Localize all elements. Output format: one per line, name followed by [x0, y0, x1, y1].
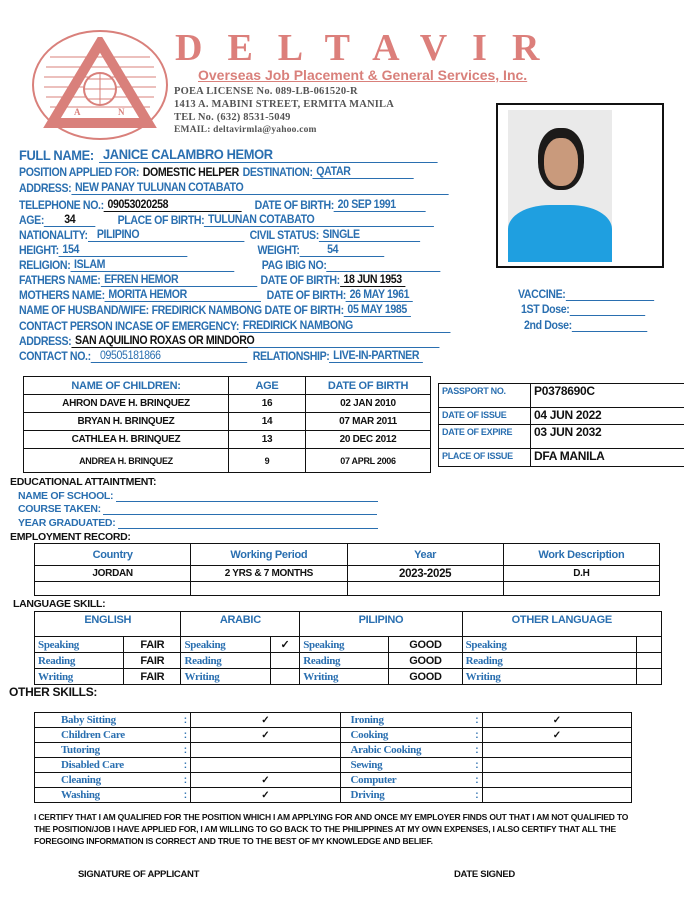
spouse-dob-value: 05 MAY 1985	[344, 304, 411, 317]
colon-separator: :	[472, 728, 482, 743]
agency-logo	[32, 30, 168, 140]
child-name: AHRON DAVE H. BRINQUEZ	[24, 395, 229, 413]
table-row	[439, 425, 684, 449]
mother-value: MORITA HEMOR	[105, 289, 261, 302]
vaccine-line	[565, 300, 653, 301]
skill-check	[482, 743, 632, 758]
passport-value: DFA MANILA	[531, 449, 684, 467]
table-row	[24, 395, 431, 413]
colon-separator: :	[472, 788, 482, 803]
svg-text:A: A	[74, 107, 81, 117]
passport-label: DATE OF EXPIRE	[439, 425, 531, 449]
language-table	[34, 611, 662, 685]
skill-level	[636, 653, 661, 669]
school-label: NAME OF SCHOOL:	[18, 490, 114, 502]
passport-value: 03 JUN 2032	[531, 425, 684, 449]
column-header: AGE	[229, 377, 306, 395]
father-value: EFREN HEMOR	[100, 274, 256, 287]
pagibig-label: PAG IBIG NO:	[261, 260, 327, 272]
colon-separator: :	[181, 728, 191, 743]
employment-cell: JORDAN	[35, 566, 191, 582]
skill-check: ✓	[191, 773, 341, 788]
table-header	[24, 377, 431, 395]
father-label: FATHERS NAME:	[19, 275, 101, 287]
skill-label: Writing	[181, 669, 270, 685]
skill-check	[191, 743, 341, 758]
course-line	[103, 505, 377, 515]
skill-check: ✓	[191, 728, 341, 743]
table-row	[439, 384, 684, 408]
dose2-label: 2nd Dose:	[524, 320, 572, 332]
agency-address: 1413 A. MABINI STREET, ERMITA MANILA	[174, 99, 395, 110]
table-row	[35, 758, 632, 773]
column-header: DATE OF BIRTH	[306, 377, 431, 395]
destination-value: QATAR	[313, 166, 414, 179]
dose1-line	[569, 315, 644, 316]
skill-name: Arabic Cooking	[340, 743, 472, 758]
contact-value: 09505181866	[91, 350, 247, 363]
mother-dob-label: DATE OF BIRTH:	[266, 290, 346, 302]
skill-label: Writing	[35, 669, 124, 685]
column-header: Working Period	[191, 544, 347, 566]
table-row	[439, 449, 684, 467]
full-name-label: FULL NAME:	[19, 147, 94, 163]
skill-level: ✓	[270, 637, 300, 653]
employment-title: EMPLOYMENT RECORD:	[10, 531, 131, 543]
pob-value: TULUNAN COTABATO	[204, 214, 434, 227]
skill-check: ✓	[191, 788, 341, 803]
skill-label: Reading	[181, 653, 270, 669]
skill-label: Speaking	[35, 637, 124, 653]
logo-emblem-icon	[40, 37, 160, 133]
brand-name: DELTAVIR	[175, 27, 565, 69]
employment-table	[34, 543, 660, 596]
skill-check: ✓	[191, 713, 341, 728]
skill-level	[636, 669, 661, 685]
address-label: ADDRESS:	[19, 183, 72, 195]
table-header	[35, 544, 660, 566]
skill-name: Computer	[340, 773, 472, 788]
position-value: DOMESTIC HELPER	[142, 167, 239, 179]
signature-label: SIGNATURE OF APPLICANT	[78, 869, 200, 880]
relationship-value: LIVE-IN-PARTNER	[329, 350, 422, 363]
mother-label: MOTHERS NAME:	[19, 290, 105, 302]
skill-name: Cleaning	[35, 773, 181, 788]
weight-value: 54	[300, 244, 385, 257]
table-row	[24, 449, 431, 473]
child-age: 9	[229, 449, 306, 473]
civil-status-label: CIVIL STATUS:	[249, 230, 319, 242]
employment-cell	[35, 582, 191, 596]
pob-label: PLACE OF BIRTH:	[117, 215, 205, 227]
skill-label: Reading	[300, 653, 389, 669]
child-age: 14	[229, 413, 306, 431]
skill-level: FAIR	[124, 669, 181, 685]
employment-cell	[191, 582, 347, 596]
child-name: BRYAN H. BRINQUEZ	[24, 413, 229, 431]
table-row	[35, 788, 632, 803]
passport-label: DATE OF ISSUE	[439, 408, 531, 425]
father-dob-value: 18 JUN 1953	[340, 274, 406, 287]
nationality-value: PILIPINO	[88, 229, 244, 242]
colon-separator: :	[181, 788, 191, 803]
age-value: 34	[44, 214, 96, 227]
pagibig-value	[326, 271, 440, 272]
height-label: HEIGHT:	[19, 245, 59, 257]
height-value: 154	[59, 244, 188, 257]
skill-level	[636, 637, 661, 653]
skill-check	[482, 788, 632, 803]
dose1-label: 1ST Dose:	[521, 304, 570, 316]
column-header: Country	[35, 544, 191, 566]
table-row	[35, 669, 662, 685]
passport-value: P0378690C	[531, 384, 684, 408]
skill-level: GOOD	[389, 637, 462, 653]
skill-name: Washing	[35, 788, 181, 803]
table-row	[35, 653, 662, 669]
tagline: Overseas Job Placement & General Services, Inc.	[198, 67, 528, 83]
skill-name: Cooking	[340, 728, 472, 743]
table-row	[35, 743, 632, 758]
dob-value: 20 SEP 1991	[334, 199, 426, 212]
skills-table	[34, 712, 632, 803]
column-header: NAME OF CHILDREN:	[24, 377, 229, 395]
language-header: ARABIC	[181, 612, 300, 637]
child-age: 16	[229, 395, 306, 413]
license: POEA LICENSE No. 089-LB-061520-R	[174, 86, 358, 97]
spouse-dob-label: DATE OF BIRTH:	[264, 305, 344, 317]
table-row	[35, 637, 662, 653]
skill-label: Speaking	[300, 637, 389, 653]
skill-level: FAIR	[124, 653, 181, 669]
agency-tel: TEL No. (632) 8531-5049	[174, 112, 291, 123]
skill-check: ✓	[482, 728, 632, 743]
employment-cell	[347, 582, 503, 596]
table-row	[24, 431, 431, 449]
weight-label: WEIGHT:	[257, 245, 300, 257]
skill-check	[482, 773, 632, 788]
colon-separator: :	[472, 773, 482, 788]
passport-label: PASSPORT NO.	[439, 384, 531, 408]
table-row	[35, 728, 632, 743]
religion-label: RELIGION:	[19, 260, 71, 272]
nationality-label: NATIONALITY:	[19, 230, 88, 242]
destination-label: DESTINATION:	[242, 167, 313, 179]
employment-cell: 2023-2025	[347, 566, 503, 582]
child-dob: 20 DEC 2012	[306, 431, 431, 449]
skill-name: Children Care	[35, 728, 181, 743]
address-value: NEW PANAY TULUNAN COTABATO	[71, 182, 448, 195]
child-dob: 07 APRL 2006	[306, 449, 431, 473]
skill-check	[482, 758, 632, 773]
language-title: LANGUAGE SKILL:	[13, 598, 106, 610]
skill-label: Speaking	[462, 637, 636, 653]
language-header: ENGLISH	[35, 612, 181, 637]
skill-name: Disabled Care	[35, 758, 181, 773]
agency-email: EMAIL: deltavirmla@yahoo.com	[174, 125, 317, 135]
child-age: 13	[229, 431, 306, 449]
father-dob-label: DATE OF BIRTH:	[260, 275, 340, 287]
year-graduated-line	[118, 519, 378, 529]
table-row	[35, 713, 632, 728]
year-graduated-label: YEAR GRADUATED:	[18, 517, 116, 529]
skill-level: FAIR	[124, 637, 181, 653]
dob-label: DATE OF BIRTH:	[254, 200, 334, 212]
skill-level	[270, 653, 300, 669]
telephone-label: TELEPHONE NO.:	[19, 200, 104, 212]
colon-separator: :	[181, 758, 191, 773]
employment-cell	[503, 582, 659, 596]
language-header: OTHER LANGUAGE	[462, 612, 661, 637]
table-row	[35, 773, 632, 788]
child-dob: 02 JAN 2010	[306, 395, 431, 413]
skill-label: Speaking	[181, 637, 270, 653]
passport-table	[438, 383, 684, 467]
colon-separator: :	[472, 743, 482, 758]
employment-cell: D.H	[503, 566, 659, 582]
table-row	[35, 566, 660, 582]
emergency-address-value: SAN AQUILINO ROXAS OR MINDORO	[71, 335, 439, 348]
education-title: EDUCATIONAL ATTAINTMENT:	[10, 476, 157, 488]
skill-check: ✓	[482, 713, 632, 728]
skill-label: Writing	[300, 669, 389, 685]
dose2-line	[572, 331, 647, 332]
contact-label: CONTACT NO.:	[19, 351, 91, 363]
children-table	[23, 376, 431, 473]
emergency-value: FREDIRICK NAMBONG	[239, 320, 451, 333]
date-signed-label: DATE SIGNED	[454, 869, 515, 880]
spouse-value: FREDIRICK NAMBONG	[151, 305, 262, 317]
child-name: ANDREA H. BRINQUEZ	[24, 449, 229, 473]
applicant-photo	[496, 103, 664, 268]
passport-label: PLACE OF ISSUE	[439, 449, 531, 467]
colon-separator: :	[472, 713, 482, 728]
table-row	[24, 413, 431, 431]
religion-value: ISLAM	[70, 259, 234, 272]
school-line	[116, 492, 378, 502]
employment-cell: 2 YRS & 7 MONTHS	[191, 566, 347, 582]
colon-separator: :	[181, 713, 191, 728]
spouse-label: NAME OF HUSBAND/WIFE:	[19, 305, 149, 317]
table-row	[35, 582, 660, 596]
skill-level	[270, 669, 300, 685]
full-name-value: JANICE CALAMBRO HEMOR	[99, 146, 438, 163]
colon-separator: :	[181, 773, 191, 788]
skills-title: OTHER SKILLS:	[9, 685, 98, 699]
table-row	[439, 408, 684, 425]
skill-check	[191, 758, 341, 773]
civil-status-value: SINGLE	[319, 229, 420, 242]
language-header: PILIPINO	[300, 612, 462, 637]
vaccine-label: VACCINE:	[518, 289, 566, 301]
colon-separator: :	[181, 743, 191, 758]
column-header: Work Description	[503, 544, 659, 566]
skill-name: Tutoring	[35, 743, 181, 758]
colon-separator: :	[472, 758, 482, 773]
passport-value: 04 JUN 2022	[531, 408, 684, 425]
svg-text:N: N	[118, 107, 125, 117]
course-label: COURSE TAKEN:	[18, 503, 101, 515]
relationship-label: RELATIONSHIP:	[252, 351, 330, 363]
age-label: AGE:	[19, 215, 44, 227]
certification-text: I CERTIFY THAT I AM QUALIFIED FOR THE POSITION WHICH I AM APPLYING FOR AND ONCE MY EMPLOYER FINDS OUT THAT I AM NOT QUALIFIED TO THE POSITION/JOB I HAVE APPLIED FOR, I AM WILLING TO GO BACK TO THE PHILIPPINES AT MY OWN EXPENSES, I ALSO CERTIFY THAT ALL THE FOREGOING INFORMATION IS CORRECT AND TRUE TO THE BEST OF MY KNOWLEDGE AND BELIEF.	[34, 812, 629, 846]
skill-level: GOOD	[389, 669, 462, 685]
child-name: CATHLEA H. BRINQUEZ	[24, 431, 229, 449]
skill-name: Sewing	[340, 758, 472, 773]
child-dob: 07 MAR 2011	[306, 413, 431, 431]
mother-dob-value: 26 MAY 1961	[346, 289, 413, 302]
skill-name: Baby Sitting	[35, 713, 181, 728]
skill-label: Writing	[462, 669, 636, 685]
telephone-value: 09053020258	[104, 199, 242, 212]
skill-name: Ironing	[340, 713, 472, 728]
skill-label: Reading	[462, 653, 636, 669]
skill-label: Reading	[35, 653, 124, 669]
emergency-label: CONTACT PERSON INCASE OF EMERGENCY:	[19, 321, 240, 333]
skill-level: GOOD	[389, 653, 462, 669]
position-label: POSITION APPLIED FOR:	[19, 167, 140, 179]
table-header	[35, 612, 662, 637]
column-header: Year	[347, 544, 503, 566]
skill-name: Driving	[340, 788, 472, 803]
emergency-address-label: ADDRESS:	[19, 336, 72, 348]
